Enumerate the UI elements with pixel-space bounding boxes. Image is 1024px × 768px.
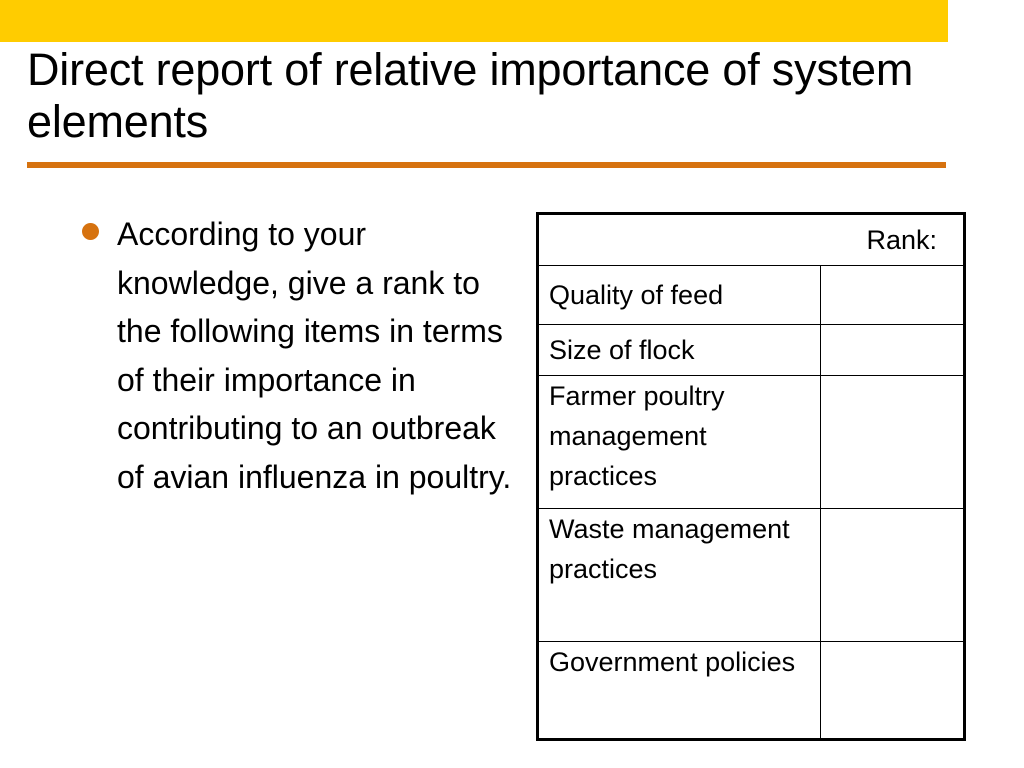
item-cell: Waste management practices [538,509,821,642]
rank-cell[interactable] [820,509,964,642]
item-cell: Quality of feed [538,266,821,325]
rank-cell[interactable] [820,325,964,376]
item-cell: Government policies [538,642,821,740]
table-row [538,509,965,642]
top-accent-band [0,0,948,42]
rank-table [536,212,966,741]
table-row [538,325,965,376]
table-row [538,642,965,740]
bullet-text: According to your knowledge, give a rank to the following items in terms of their importance in contributing to an outbreak of avian influenza in poultry. [117,216,512,495]
rank-header: Rank: [538,214,965,266]
item-cell: Size of flock [538,325,821,376]
title-underline-rule [27,162,946,168]
item-cell: Farmer poultry management practices [538,376,821,509]
table-header-row [538,214,965,266]
rank-cell[interactable] [820,642,964,740]
rank-cell[interactable] [820,266,964,325]
table-row [538,266,965,325]
table-row [538,376,965,509]
slide-title: Direct report of relative importance of system elements [27,44,914,147]
rank-cell[interactable] [820,376,964,509]
bullet-dot-icon [82,223,99,240]
